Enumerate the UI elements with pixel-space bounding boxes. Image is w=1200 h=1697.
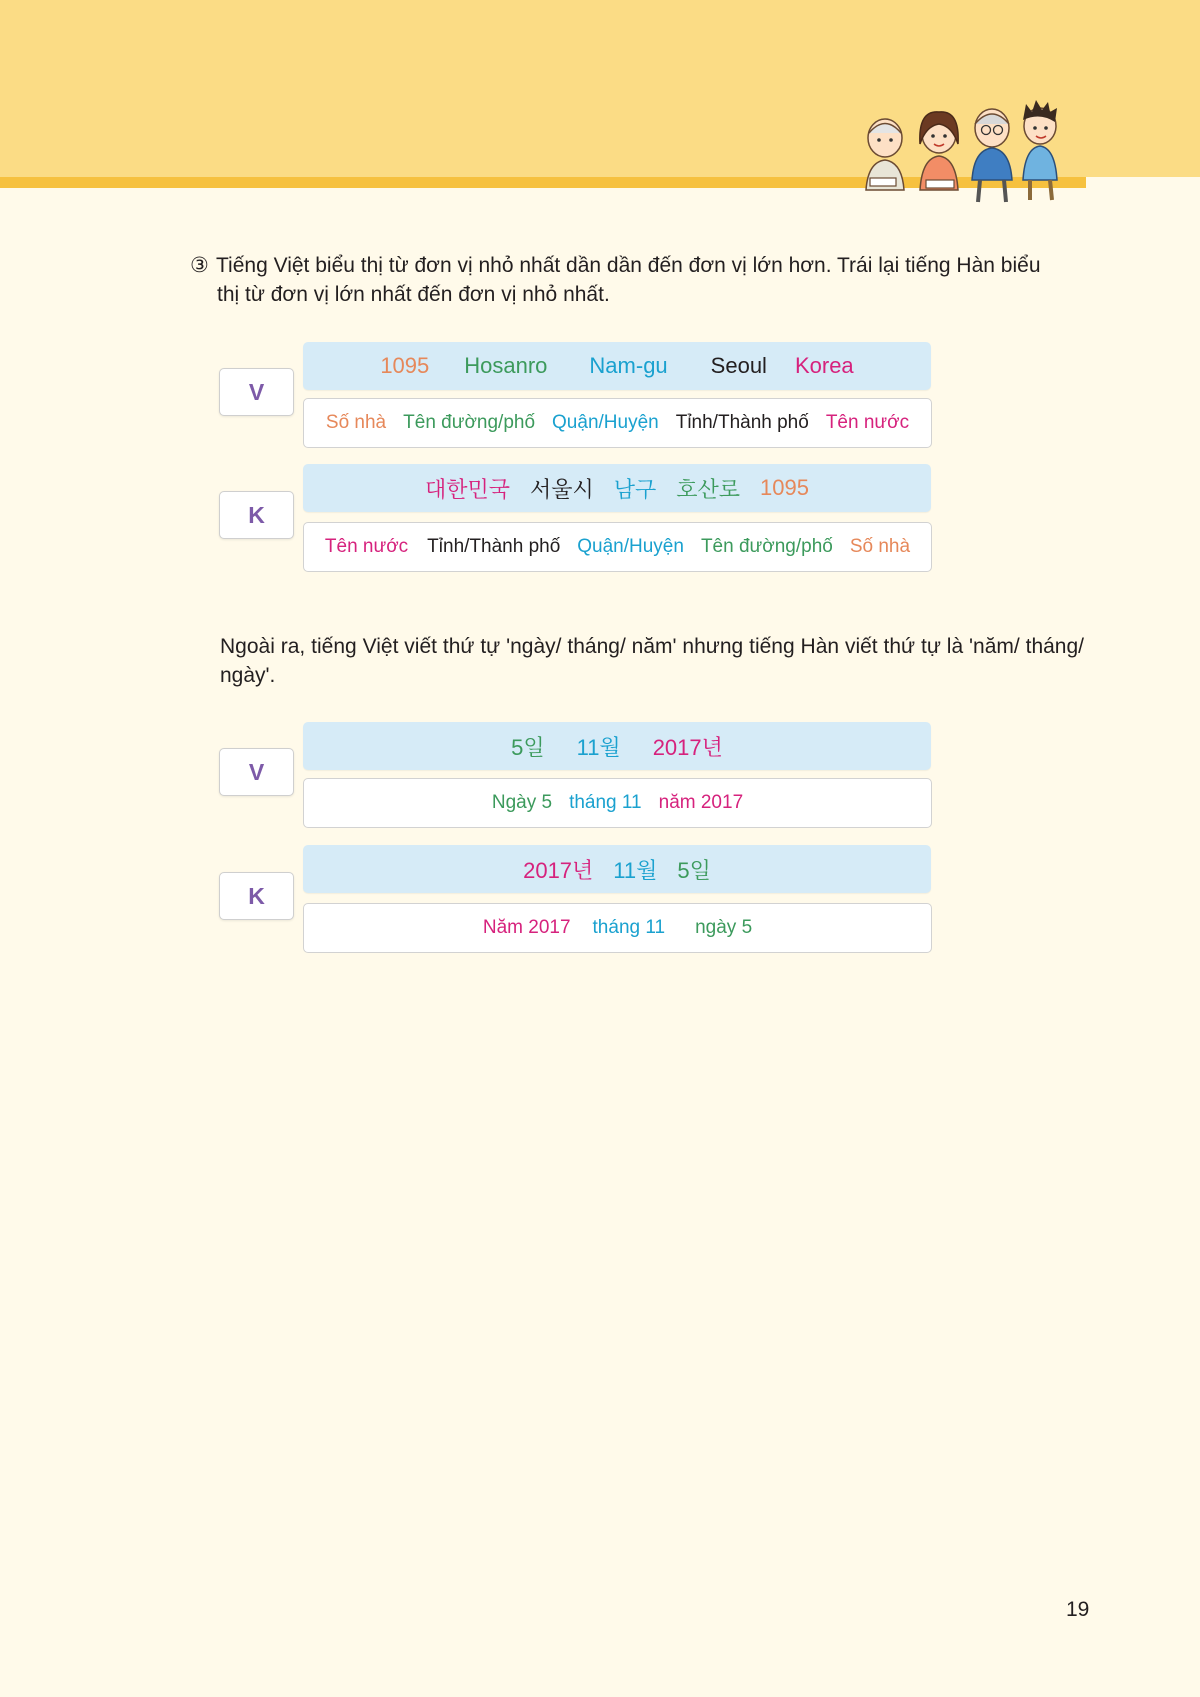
v-meaning-day: Ngày 5 <box>491 792 553 813</box>
v-meaning-street: Tên đường/phố <box>403 412 536 433</box>
section-2-paragraph: Ngoài ra, tiếng Việt viết thứ tự 'ngày/ tháng/ năm' nhưng tiếng Hàn viết thứ tự là 'năm/ tháng/ ngày'. <box>220 635 1084 687</box>
v-meaning-house-number: Số nhà <box>325 412 387 433</box>
page-number: 19 <box>1066 1598 1090 1621</box>
k-meaning-year: Năm 2017 <box>482 917 571 938</box>
k-address-country: 대한민국 <box>424 476 510 502</box>
four-people-illustration <box>860 100 1070 210</box>
k-meaning-country: Tên nước <box>324 536 409 557</box>
k-date-year: 2017년 <box>523 857 594 883</box>
k-label-address: K <box>219 491 294 539</box>
v-date-year: 2017년 <box>652 734 723 760</box>
k-date-meaning-box <box>303 903 932 953</box>
section-1-paragraph <box>190 251 1085 309</box>
v-address-house-number: 1095 <box>380 353 430 378</box>
v-address-meaning-box <box>303 398 932 448</box>
k-address-house-number: 1095 <box>760 475 809 500</box>
v-meaning-city: Tỉnh/Thành phố <box>675 412 809 433</box>
k-date-month: 11월 <box>613 857 658 883</box>
section-1-line-2: thị từ đơn vị lớn nhất đến đơn vị nhỏ nhất. <box>217 283 610 306</box>
k-address-street: 호산로 <box>676 476 741 502</box>
k-meaning-city: Tỉnh/Thành phố <box>427 536 561 557</box>
section-1-line-1: Tiếng Việt biểu thị từ đơn vị nhỏ nhất dần dần đến đơn vị lớn hơn. Trái lại tiếng Hàn biểu <box>216 254 1041 277</box>
v-date-month: 11월 <box>576 734 621 760</box>
v-date-day: 5일 <box>511 734 545 760</box>
k-address-district: 남구 <box>613 476 657 502</box>
v-meaning-year: năm 2017 <box>658 792 744 813</box>
v-meaning-month: tháng 11 <box>569 792 642 813</box>
k-meaning-district: Quận/Huyện <box>577 536 684 557</box>
v-meaning-district: Quận/Huyện <box>552 412 659 433</box>
k-meaning-house-number: Số nhà <box>849 536 911 557</box>
k-meaning-day: ngày 5 <box>695 917 753 938</box>
circled-number-marker: ③ <box>190 254 209 277</box>
k-date-bar <box>303 845 931 893</box>
v-label-address: V <box>219 368 294 416</box>
v-date-meaning-box <box>303 778 932 828</box>
v-address-city: Seoul <box>710 353 767 378</box>
k-meaning-month: tháng 11 <box>592 917 666 938</box>
k-address-bar <box>303 464 931 512</box>
k-address-city: 서울시 <box>530 476 594 502</box>
v-meaning-country: Tên nước <box>825 412 910 433</box>
k-label-date: K <box>219 872 294 920</box>
v-address-street: Hosanro <box>464 353 548 378</box>
v-date-bar <box>303 722 931 770</box>
k-date-day: 5일 <box>677 857 711 883</box>
v-label-date: V <box>219 748 294 796</box>
v-address-country: Korea <box>794 353 854 378</box>
k-address-meaning-box <box>303 522 932 572</box>
k-meaning-street: Tên đường/phố <box>700 536 833 557</box>
v-address-bar <box>303 342 931 390</box>
v-address-district: Nam-gu <box>589 353 668 378</box>
